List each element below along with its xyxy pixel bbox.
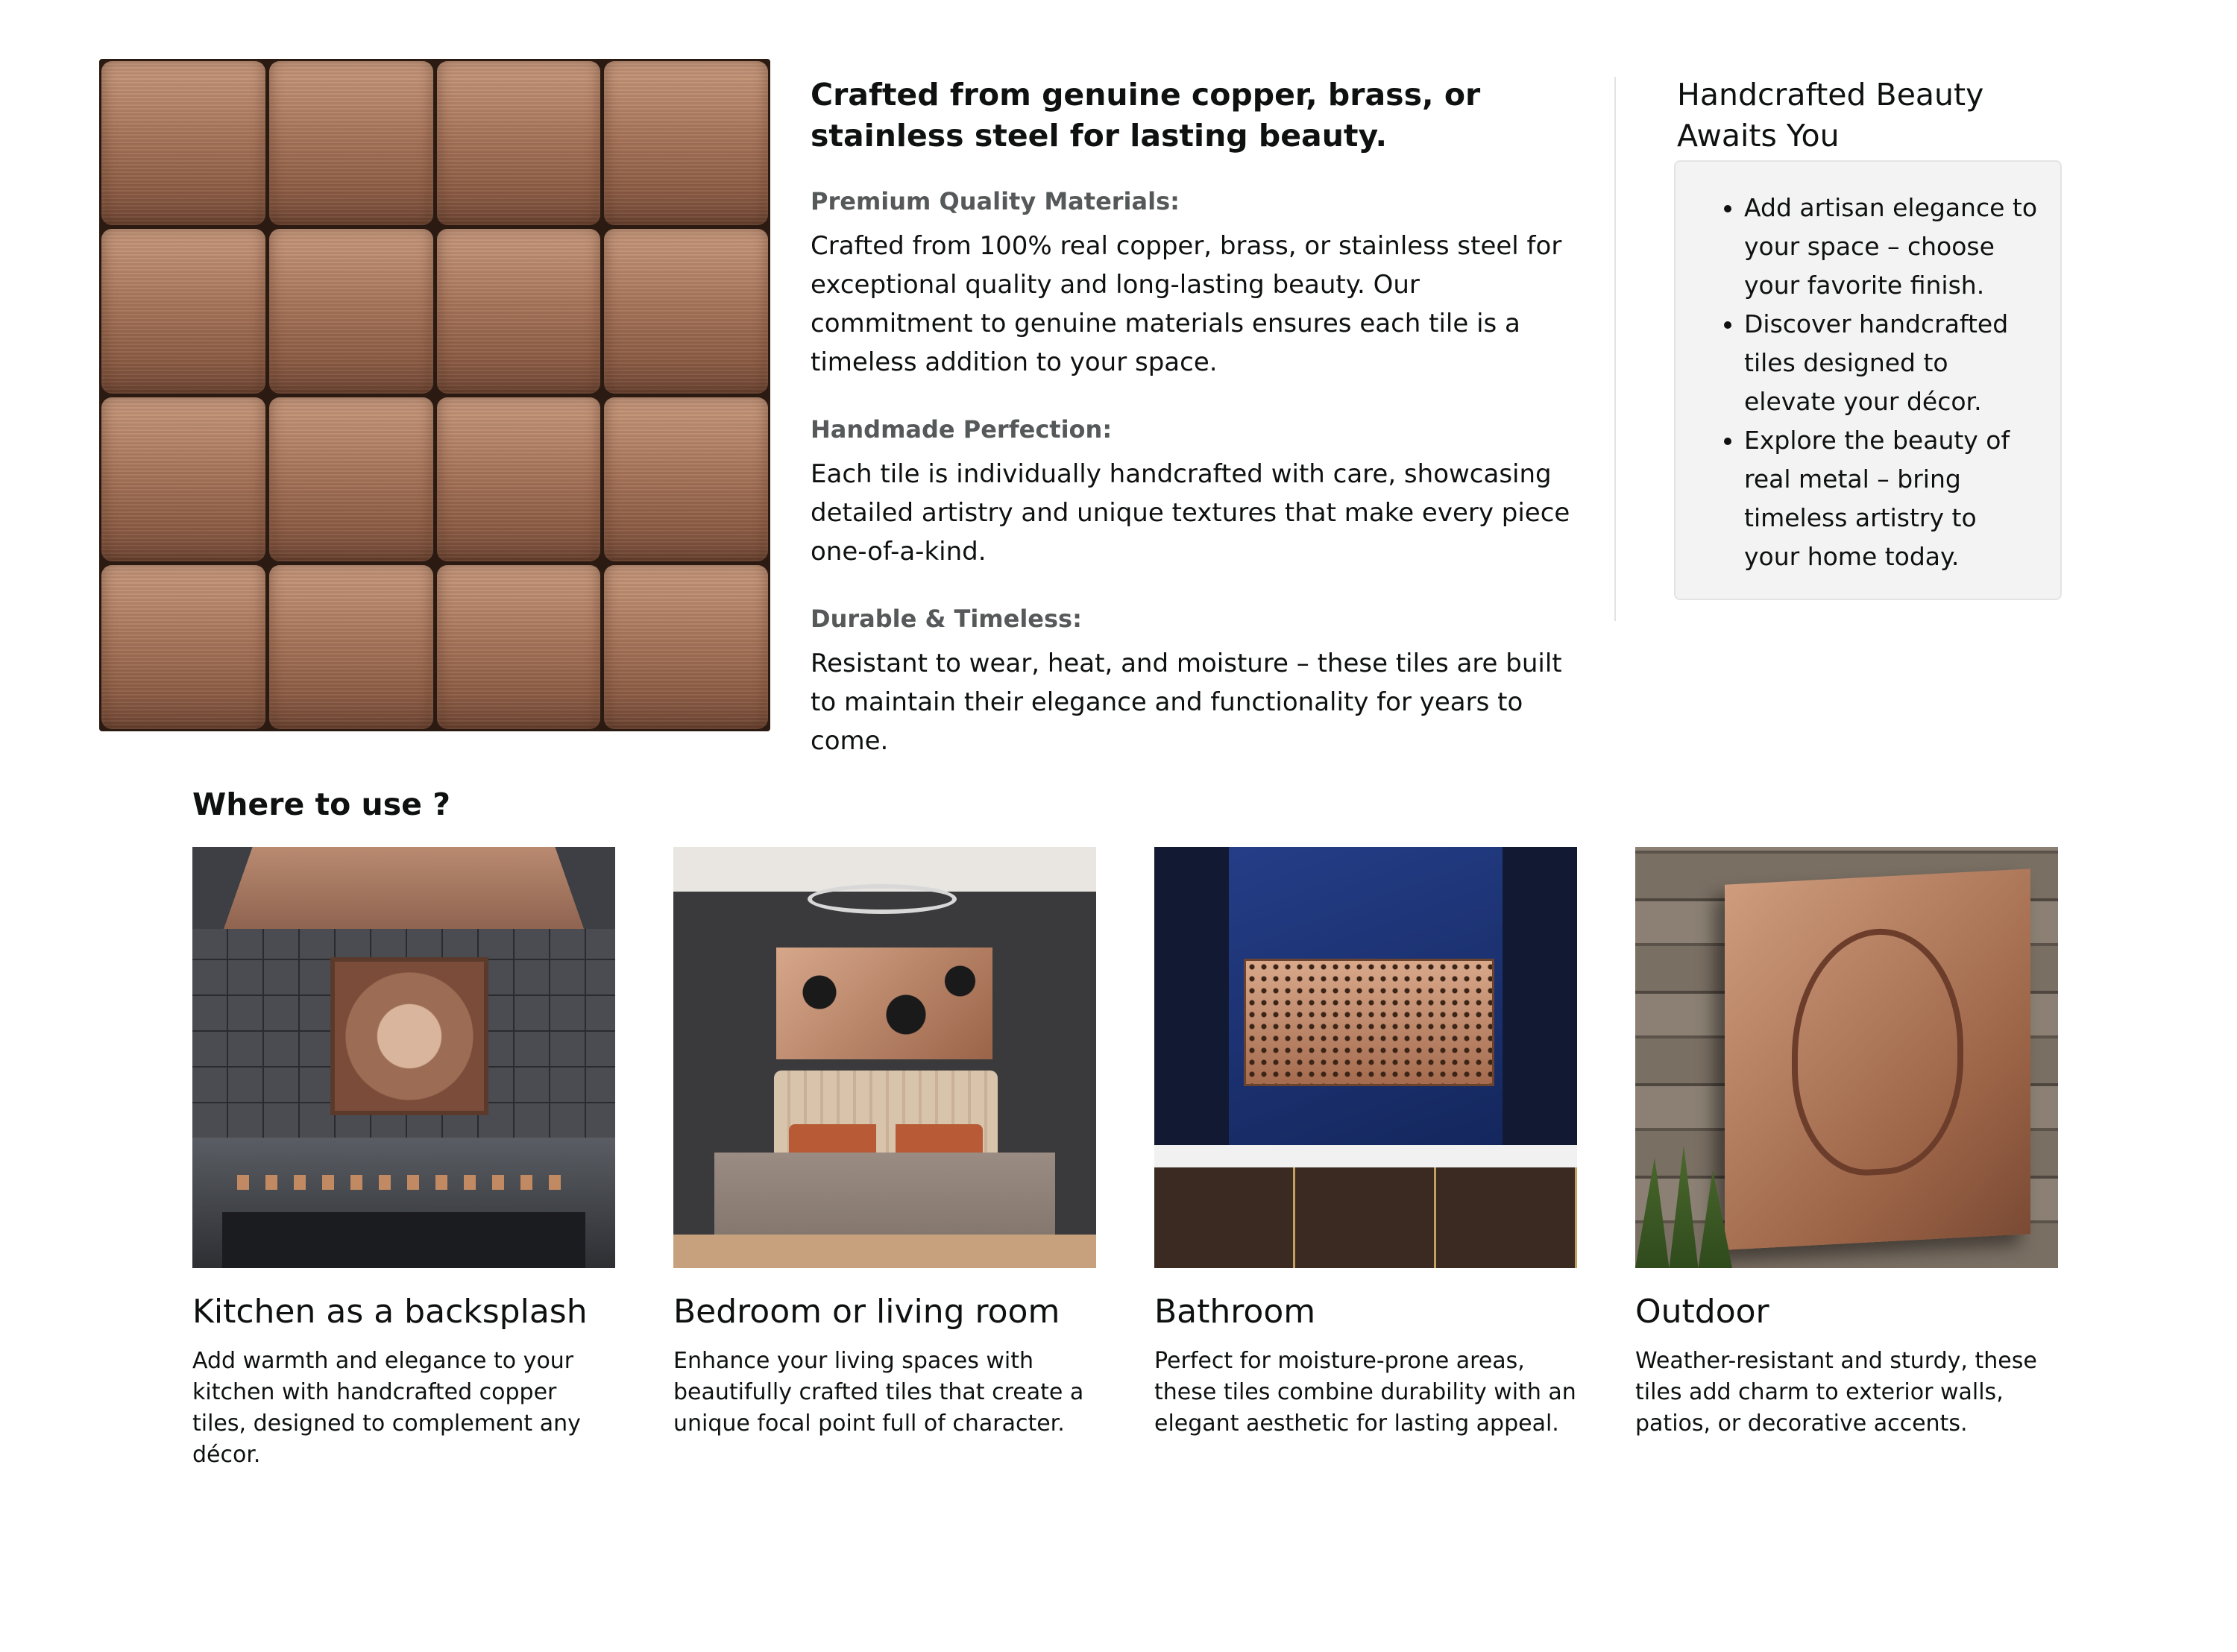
- usage-cards: [192, 847, 2057, 1471]
- section-body-materials: Crafted from 100% real copper, brass, or stainless steel for exceptional quality and long-lasting beauty. Our commitment to genuine materials ensures each tile is a timeless addition to your space.: [811, 231, 1562, 377]
- tile: [269, 229, 433, 393]
- section-title-durable: Durable & Timeless:: [811, 605, 1082, 633]
- usage-card-title: Bathroom: [1154, 1293, 1316, 1331]
- promo-bullet-list: [1676, 162, 2060, 576]
- usage-card-kitchen: [192, 847, 615, 1471]
- tile: [101, 61, 265, 225]
- vanity-cabinet: [1154, 1167, 1577, 1268]
- tile: [604, 565, 768, 729]
- bathroom-image: [1154, 847, 1577, 1268]
- usage-card-body: Add warmth and elegance to your kitchen with handcrafted copper tiles, designed to complement any décor.: [192, 1348, 581, 1468]
- usage-card-body: Weather-resistant and sturdy, these tiles add charm to exterior walls, patios, or decorative accents.: [1635, 1348, 2037, 1437]
- promo-card: [1674, 160, 2062, 600]
- tile: [604, 229, 768, 393]
- promo-bullet: • Explore the beauty of real metal – bring timeless artistry to your home today.: [1744, 421, 2038, 576]
- tile: [101, 229, 265, 393]
- section-title-materials: Premium Quality Materials:: [811, 187, 1180, 215]
- tile: [437, 565, 601, 729]
- kitchen-image: [192, 847, 615, 1268]
- usage-card-body: Perfect for moisture-prone areas, these tiles combine durability with an elegant aesthetic for lasting appeal.: [1154, 1348, 1576, 1437]
- tile: [269, 397, 433, 561]
- right-mirror: [1503, 847, 1577, 1145]
- outdoor-image: [1635, 847, 2058, 1268]
- tile: [269, 61, 433, 225]
- bedroom-image: [673, 847, 1096, 1268]
- floor: [673, 1235, 1096, 1268]
- usage-card-title: Kitchen as a backsplash: [192, 1293, 588, 1331]
- section-body-handmade: Each tile is individually handcrafted with care, showcasing detailed artistry and unique textures that make every piece one-of-a-kind.: [811, 459, 1570, 567]
- tile: [437, 229, 601, 393]
- column-divider: [1614, 77, 1616, 621]
- usage-card-title: Outdoor: [1635, 1293, 1769, 1331]
- copper-panel: [1244, 959, 1494, 1086]
- tile: [604, 61, 768, 225]
- promo-bullet: • Add artisan elegance to your space – choose your favorite finish.: [1744, 189, 2038, 305]
- promo-bullet: • Discover handcrafted tiles designed to elevate your décor.: [1744, 305, 2038, 421]
- stove-knobs: [237, 1175, 573, 1190]
- product-description: [811, 75, 1571, 760]
- range-hood: [224, 847, 584, 929]
- vanity-countertop: [1154, 1145, 1577, 1167]
- usage-card-body: Enhance your living spaces with beautifully crafted tiles that create a unique focal point full of character.: [673, 1348, 1084, 1437]
- copper-tiles-image: [99, 59, 770, 731]
- tile: [101, 397, 265, 561]
- usage-card-bathroom: [1154, 847, 1577, 1471]
- tile: [269, 565, 433, 729]
- ceiling-lamp: [808, 884, 957, 914]
- oven-door: [222, 1212, 585, 1268]
- description-headline: Crafted from genuine copper, brass, or stainless steel for lasting beauty.: [811, 77, 1481, 154]
- section-body-durable: Resistant to wear, heat, and moisture – these tiles are built to maintain their elegance and functionality for years to come.: [811, 649, 1562, 756]
- wall-art-panel: [776, 948, 992, 1059]
- usage-card-bedroom: [673, 847, 1096, 1471]
- left-mirror: [1154, 847, 1229, 1145]
- tile: [101, 565, 265, 729]
- copper-medallion: [330, 957, 488, 1115]
- usage-card-title: Bedroom or living room: [673, 1293, 1060, 1331]
- tile: [437, 61, 601, 225]
- tile: [604, 397, 768, 561]
- section-title-handmade: Handmade Perfection:: [811, 415, 1113, 444]
- promo-title: Handcrafted Beauty Awaits You: [1677, 77, 1984, 154]
- tile: [437, 397, 601, 561]
- usage-card-outdoor: [1635, 847, 2058, 1471]
- where-to-use-heading: Where to use ?: [192, 786, 451, 822]
